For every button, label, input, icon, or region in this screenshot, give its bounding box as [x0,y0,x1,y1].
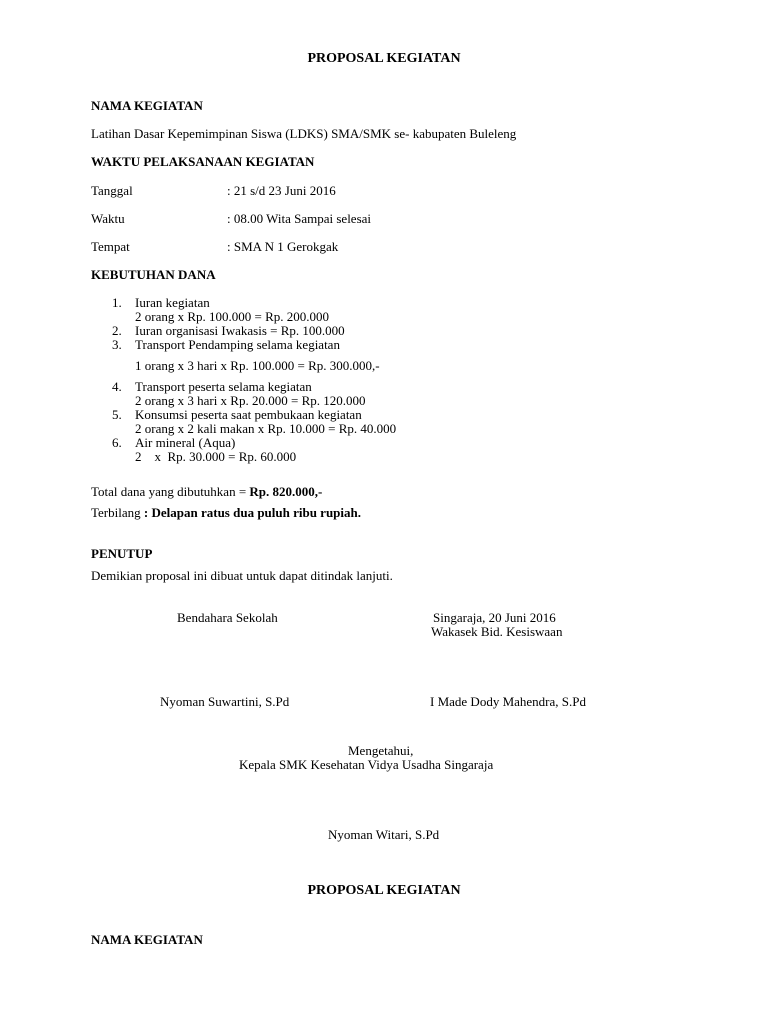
list-item-label: Iuran organisasi Iwakasis = Rp. 100.000 [135,323,345,338]
nama-kegiatan-heading-repeat: NAMA KEGIATAN [91,932,203,947]
list-item-label: Transport Pendamping selama kegiatan [135,337,340,352]
signature-left-name: Nyoman Suwartini, S.Pd [160,694,290,709]
list-item-detail: 2 orang x 3 hari x Rp. 20.000 = Rp. 120.000 [135,393,366,408]
mengetahui-label: Mengetahui, [348,743,414,758]
field-tanggal-label: Tanggal [91,183,133,198]
terbilang [91,506,361,520]
terbilang-value: Delapan ratus dua puluh ribu rupiah. [151,505,362,520]
list-item-number: 5. [112,407,122,422]
field-tempat-label: Tempat [91,239,130,254]
nama-kegiatan-heading: NAMA KEGIATAN [91,98,203,113]
terbilang-label: Terbilang [91,505,144,520]
document-title-repeat: PROPOSAL KEGIATAN [307,883,461,898]
list-item-number: 4. [112,379,122,394]
field-tempat-value: : SMA N 1 Gerokgak [227,239,339,254]
document-title: PROPOSAL KEGIATAN [307,51,461,66]
field-waktu-label: Waktu [91,211,125,226]
list-item-number: 3. [112,337,122,352]
list-item-number: 2. [112,323,122,338]
list-item-detail: 2 orang x 2 kali makan x Rp. 10.000 = Rp. 40.000 [135,421,397,436]
signature-right-role: Wakasek Bid. Kesiswaan [431,624,563,639]
list-item-detail: 1 orang x 3 hari x Rp. 100.000 = Rp. 300.000,- [135,358,380,373]
list-item-label: Transport peserta selama kegiatan [135,379,312,394]
penutup-heading: PENUTUP [91,546,153,561]
list-item-label: Air mineral (Aqua) [135,435,236,450]
field-tanggal-value: : 21 s/d 23 Juni 2016 [227,183,336,198]
terbilang-colon: : [143,505,152,520]
list-item-label: Konsumsi peserta saat pembukaan kegiatan [135,407,362,422]
kepala-name: Nyoman Witari, S.Pd [328,827,440,842]
kepala-role: Kepala SMK Kesehatan Vidya Usadha Singaraja [239,757,494,772]
signature-left-role: Bendahara Sekolah [177,610,278,625]
field-waktu-value: : 08.00 Wita Sampai selesai [227,211,372,226]
list-item-label: Iuran kegiatan [135,295,210,310]
list-item-number: 1. [112,295,122,310]
list-item-number: 6. [112,435,122,450]
kebutuhan-dana-heading: KEBUTUHAN DANA [91,267,216,282]
nama-kegiatan-value: Latihan Dasar Kepemimpinan Siswa (LDKS) SMA/SMK se- kabupaten Buleleng [91,126,517,141]
total-dana [91,485,322,499]
signature-right-place-date: Singaraja, 20 Juni 2016 [433,610,556,625]
list-item-detail: 2 x Rp. 30.000 = Rp. 60.000 [135,449,297,464]
total-label: Total dana yang dibutuhkan = [91,484,250,499]
penutup-text: Demikian proposal ini dibuat untuk dapat ditindak lanjuti. [91,568,393,583]
list-item-detail: 2 orang x Rp. 100.000 = Rp. 200.000 [135,309,330,324]
signature-right-name: I Made Dody Mahendra, S.Pd [430,694,586,709]
waktu-heading: WAKTU PELAKSANAAN KEGIATAN [91,154,315,169]
total-value: Rp. 820.000,- [249,484,323,499]
